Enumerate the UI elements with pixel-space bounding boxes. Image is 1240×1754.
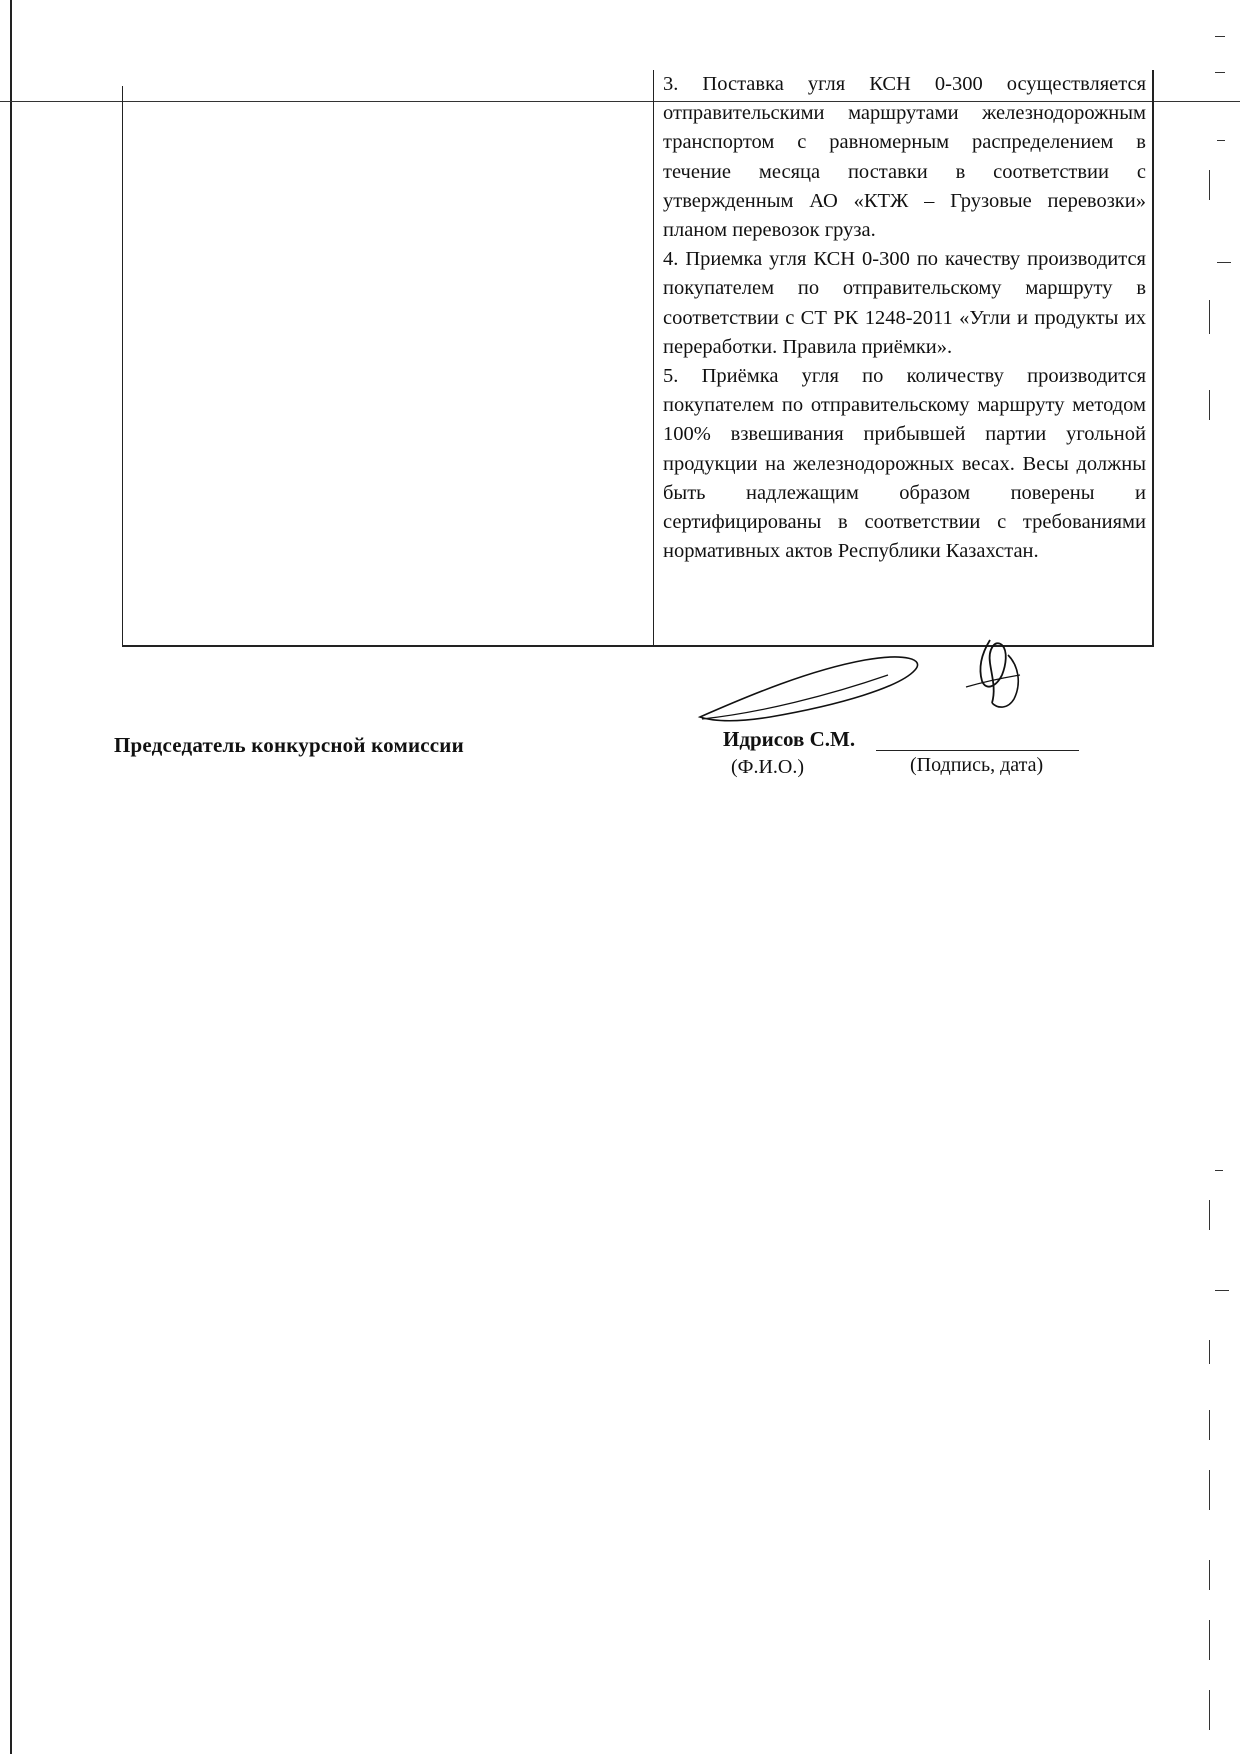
conditions-table: [122, 70, 1155, 647]
table-right-border: [1152, 70, 1154, 647]
signatory-name: Идрисов С.М.: [723, 727, 856, 751]
sign-date-caption: (Подпись, дата): [910, 754, 1044, 776]
table-left-border: [122, 86, 123, 647]
paragraph-item-5: 5. Приёмка угля по количеству производится покупателем по отправительскому маршруту методом 100% взвешивания прибывшей партии угольной продукции на железнодорожных весах. Весы должны быть надлежащим образом поверены и сертифицированы в соответствии с требованиями нормативных актов Республики Казахстан.: [663, 365, 1146, 563]
paragraph-item-3: 3. Поставка угля КСН 0-300 осуществляется отправительскими маршрутами железнодорожным транспортом с равномерным распределением в течение месяца поставки в соответствии с утвержденным АО «КТЖ – Грузовые перевозки» планом перевозок груза.: [663, 73, 1146, 242]
scan-margin-marks: [1195, 0, 1240, 1754]
fio-caption: (Ф.И.О.): [731, 756, 805, 778]
table-right-cell: [663, 70, 1146, 566]
chairman-title: Председатель конкурсной комиссии: [114, 733, 464, 757]
table-middle-border: [653, 70, 654, 647]
scan-edge-line: [10, 0, 12, 1754]
paragraph-item-4: 4. Приемка угля КСН 0-300 по качеству производится покупателем по отправительскому маршруту в соответствии с СТ РК 1248-2011 «Угли и продукты их переработки. Правила приёмки».: [663, 248, 1146, 358]
signature-line: [876, 750, 1079, 751]
